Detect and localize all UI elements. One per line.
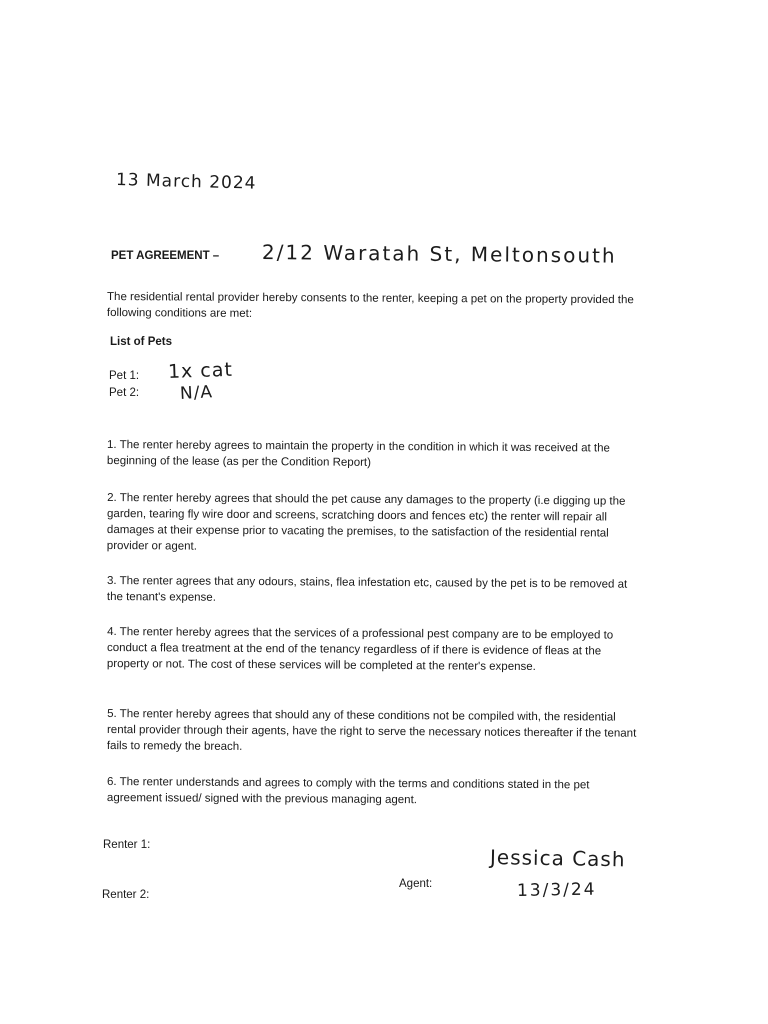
list-of-pets-label: List of Pets [110,336,172,348]
condition-3 [107,573,642,609]
renter1-label: Renter 1: [103,839,151,851]
pet2-label: Pet 2: [109,387,140,399]
handwritten-address: 2/12 Waratah St, Meltonsouth [261,240,617,268]
condition-5-text: 5. The renter hereby agrees that should any of these conditions not be compiled with, the residential rental provider through their agents, have the right to serve the necessary notices thereafter if the tenant fails to remedy the breach. [106,708,637,753]
agent-label: Agent: [399,878,433,890]
intro-text: The residential rental provider hereby consents to the renter, keeping a pet on the property provided the following conditions are met: [106,291,634,320]
condition-3-text: 3. The renter agrees that any odours, stains, flea infestation etc, caused by the pet is to be removed at the tenant's expense. [106,575,628,604]
agreement-heading: PET AGREEMENT – [111,250,220,262]
condition-4-text: 4. The renter hereby agrees that the services of a professional pest company are to be employed to conduct a flea treatment at the end of the tenancy regardless of if there is evidence of fleas at the property or not. The cost of these services will be completed at the renter's expense. [106,626,614,673]
condition-4 [107,624,642,676]
pet2-handwritten-value: N/A [179,382,214,404]
condition-1-text: 1. The renter hereby agrees to maintain the property in the condition in which it was received at the beginning of the lease (as per the Condition Report) [106,439,610,469]
condition-1 [107,437,642,473]
renter2-label: Renter 2: [102,889,150,901]
condition-6 [107,774,642,810]
pet1-label: Pet 1: [109,370,140,382]
condition-5 [107,706,642,758]
handwritten-date: 13 March 2024 [115,170,257,194]
intro-paragraph [107,289,642,324]
agent-signature-date: 13/3/24 [516,879,597,901]
pet1-handwritten-value: 1x cat [167,358,234,383]
condition-2-text: 2. The renter hereby agrees that should the pet cause any damages to the property (i.e digging up the garden, tearing fly wire door and screens, scratching doors and fences etc) the renter will repair all damages at their expense prior to vacating the premises, to the satisfaction of the residential rental provider or agent. [106,492,626,553]
condition-6-text: 6. The renter understands and agrees to comply with the terms and conditions stated in the pet agreement issued/ signed with the previous managing agent. [106,776,590,807]
condition-2 [107,490,642,558]
agent-signature: Jessica Cash [489,845,626,872]
